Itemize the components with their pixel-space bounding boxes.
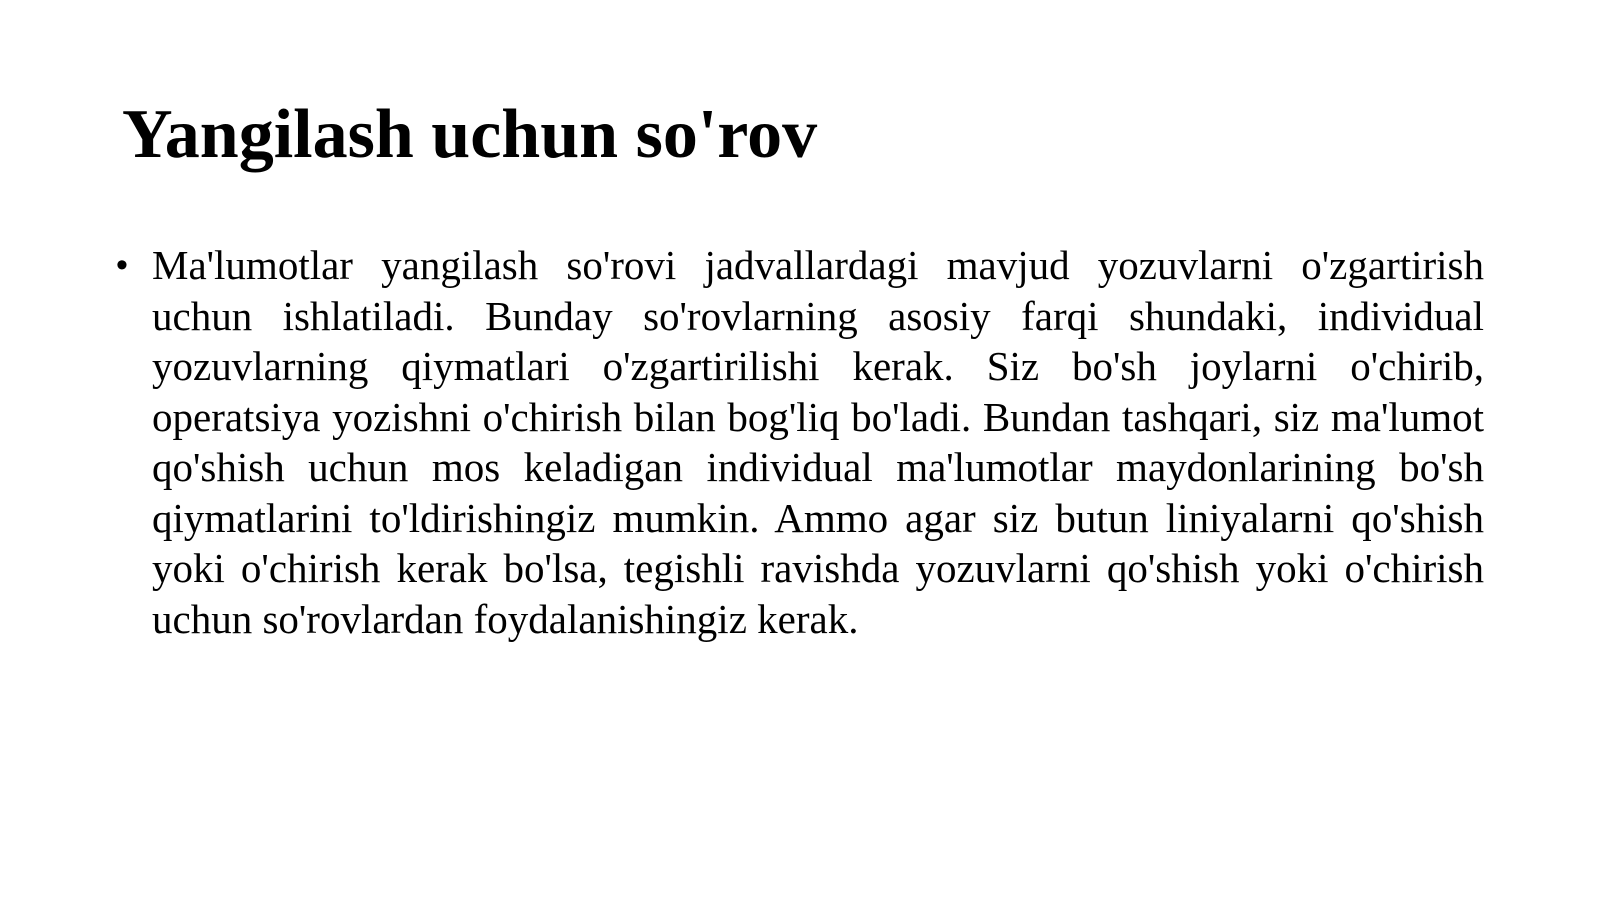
slide-title: Yangilash uchun so'rov [122, 96, 818, 173]
bullet-list [114, 240, 1484, 644]
bullet-text: Ma'lumotlar yangilash so'rovi jadvallardagi mavjud yozuvlarni o'zgartirish uchun ishlatiladi. Bunday so'rovlarning asosiy farqi shundaki, individual yozuvlarning qiymatlari o'zgartirilishi kerak. Siz bo'sh joylarni o'chirib, operatsiya yozishni o'chirish bilan bog'liq bo'ladi. Bundan tashqari, siz ma'lumot qo'shish uchun mos keladigan individual ma'lumotlar maydonlarining bo'sh qiymatlarini to'ldirishingiz mumkin. Ammo agar siz butun liniyalarni qo'shish yoki o'chirish kerak bo'lsa, tegishli ravishda yozuvlarni qo'shish yoki o'chirish uchun so'rovlardan foydalanishingiz kerak. [152, 242, 1484, 642]
bullet-item [114, 240, 1484, 644]
bullet-marker: • [116, 246, 128, 284]
